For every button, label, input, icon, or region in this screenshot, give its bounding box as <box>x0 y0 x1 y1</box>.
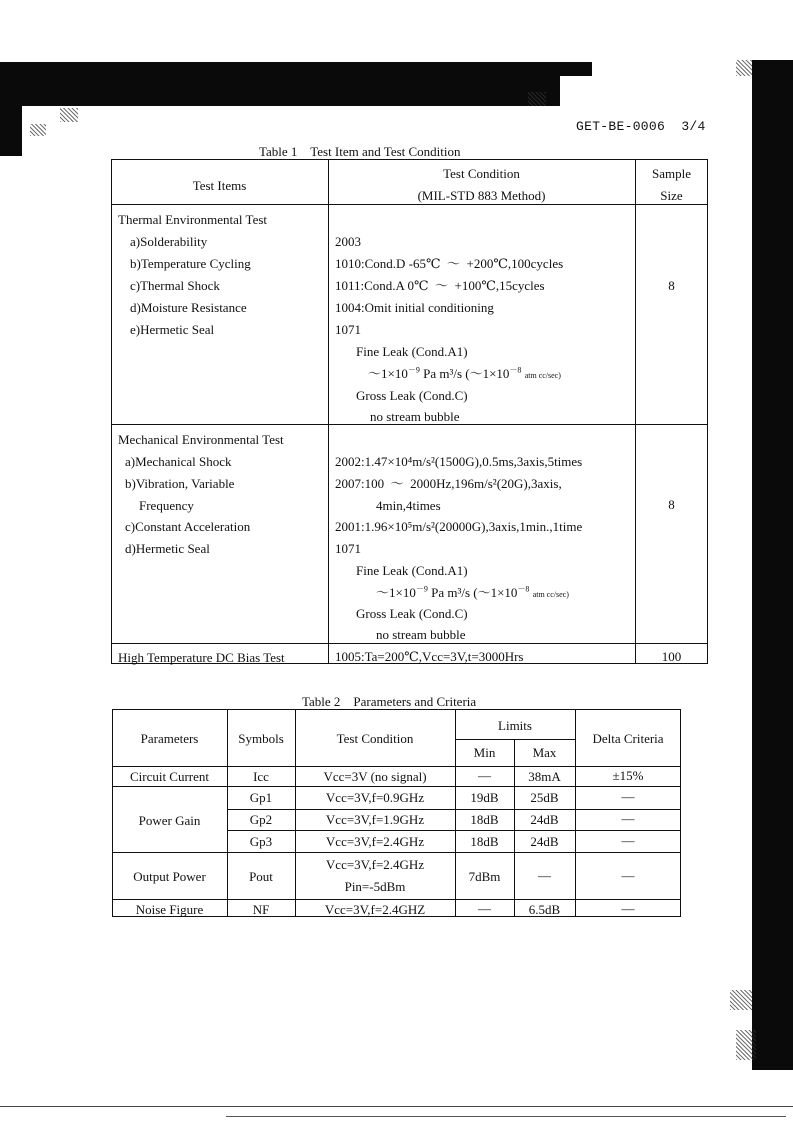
cell-min: 7dBm <box>468 869 501 884</box>
cell-param: Power Gain <box>138 813 201 828</box>
scan-noise <box>736 1030 756 1060</box>
cell-min: 19dB <box>470 790 499 805</box>
header-limits: Limits <box>498 718 532 733</box>
cell-max: 24dB <box>530 834 559 849</box>
mechanical-condition: 2002:1.47×10⁴m/s²(1500G),0.5ms,3axis,5times <box>335 454 583 469</box>
cell-condition-line2: Pin=-5dBm <box>344 879 406 894</box>
cell-param: Output Power <box>133 869 206 884</box>
mechanical-sample-size: 8 <box>668 497 675 512</box>
scan-black-bar-right <box>752 60 793 1070</box>
header-test-method: (MIL-STD 883 Method) <box>417 188 546 203</box>
scan-noise <box>60 108 78 122</box>
scan-black-bar-left <box>0 106 22 156</box>
table1-caption: Table 1 Test Item and Test Condition <box>259 144 461 159</box>
mechanical-item: c)Constant Acceleration <box>125 519 251 534</box>
scan-bottom-line <box>0 1106 793 1107</box>
mechanical-condition: 2007:100 ～ 2000Hz,196m/s²(20G),3axis, <box>335 476 562 491</box>
table2-row-divider <box>227 809 681 810</box>
cell-min: ― <box>478 901 491 916</box>
header-min: Min <box>473 745 496 760</box>
thermal-condition: 1010:Cond.D -65℃ ～ +200℃,100cycles <box>335 256 564 271</box>
table2-row-divider <box>112 852 681 853</box>
scan-noise <box>528 92 546 106</box>
mechanical-item: Frequency <box>139 498 194 513</box>
bias-sample-size: 100 <box>661 649 682 664</box>
thermal-condition: 2003 <box>335 234 361 249</box>
mechanical-item: b)Vibration, Variable <box>125 476 235 491</box>
cell-symbol: Gp2 <box>249 812 273 827</box>
table1-row-divider <box>111 204 708 205</box>
thermal-item: e)Hermetic Seal <box>130 322 215 337</box>
scan-noise <box>730 990 752 1010</box>
header-parameters: Parameters <box>140 731 199 746</box>
cell-delta: ― <box>621 789 635 804</box>
header-size: Size <box>660 188 683 203</box>
mechanical-condition: 4min,4times <box>376 498 441 513</box>
table1-col-divider <box>635 159 636 664</box>
table2-caption: Table 2 Parameters and Criteria <box>302 694 477 709</box>
mechanical-title: Mechanical Environmental Test <box>118 432 284 447</box>
thermal-condition: 1004:Omit initial conditioning <box>335 300 494 315</box>
table2-row-divider <box>455 739 575 740</box>
cell-symbol: Pout <box>249 869 273 884</box>
cell-delta: ― <box>621 833 635 848</box>
header-symbols: Symbols <box>238 731 284 746</box>
cell-max: ― <box>538 868 551 883</box>
mechanical-item: d)Hermetic Seal <box>125 541 210 556</box>
scan-noise <box>736 60 752 76</box>
mechanical-condition: 1071 <box>335 541 361 556</box>
cell-symbol: Gp3 <box>249 834 273 849</box>
thermal-sample-size: 8 <box>668 278 675 293</box>
thermal-gross-leak-value: no stream bubble <box>370 409 460 424</box>
cell-delta: ― <box>621 901 635 916</box>
cell-min: 18dB <box>470 812 499 827</box>
cell-delta: ― <box>621 811 635 826</box>
thermal-item: c)Thermal Shock <box>130 278 220 293</box>
cell-symbol: NF <box>252 902 270 917</box>
table2-row-divider <box>112 786 681 787</box>
header-delta-criteria: Delta Criteria <box>592 731 664 746</box>
table2-row-divider <box>227 830 681 831</box>
cell-condition: Vcc=3V,f=2.4GHz <box>325 857 425 872</box>
mechanical-gross-leak-value: no stream bubble <box>376 627 466 642</box>
header-test-items: Test Items <box>192 178 247 193</box>
thermal-fine-leak: Fine Leak (Cond.A1) <box>356 344 468 359</box>
cell-delta: ±15% <box>612 768 644 783</box>
cell-condition: Vcc=3V,f=2.4GHz <box>325 834 425 849</box>
scan-bottom-line <box>226 1116 786 1117</box>
mechanical-condition: 2001:1.96×10⁵m/s²(20000G),3axis,1min.,1time <box>335 519 583 534</box>
document-id: GET-BE-0006 3/4 <box>576 119 706 134</box>
cell-param: Circuit Current <box>129 769 210 784</box>
cell-max: 38mA <box>528 769 561 784</box>
thermal-gross-leak: Gross Leak (Cond.C) <box>356 388 468 403</box>
mechanical-fine-leak-value: $\sim 1\times 10^{-9}$ Pa m³/s ($\sim 1\times 10^{-8}$ atm cc/sec) <box>376 584 569 600</box>
thermal-title: Thermal Environmental Test <box>118 212 268 227</box>
cell-condition: Vcc=3V,f=1.9GHz <box>325 812 425 827</box>
thermal-item: d)Moisture Resistance <box>130 300 247 315</box>
table1-col-divider <box>328 159 329 664</box>
header-test-condition: Test Condition <box>443 166 520 181</box>
cell-max: 6.5dB <box>528 902 561 917</box>
table2-row-divider <box>112 766 681 767</box>
cell-delta: ― <box>621 868 635 883</box>
cell-min: ― <box>478 768 491 783</box>
thermal-item: a)Solderability <box>130 234 208 249</box>
table1-row-divider <box>111 643 708 644</box>
scan-black-bar-top <box>0 62 592 76</box>
mechanical-fine-leak: Fine Leak (Cond.A1) <box>356 563 468 578</box>
cell-condition: Vcc=3V (no signal) <box>323 769 427 784</box>
header-max: Max <box>532 745 557 760</box>
bias-test-item: High Temperature DC Bias Test <box>118 650 285 665</box>
mechanical-gross-leak: Gross Leak (Cond.C) <box>356 606 468 621</box>
header-sample: Sample <box>652 166 691 181</box>
cell-max: 24dB <box>530 812 559 827</box>
scan-noise <box>30 124 46 136</box>
cell-param: Noise Figure <box>135 902 204 917</box>
scan-black-bar <box>0 76 560 106</box>
table2-row-divider <box>112 899 681 900</box>
thermal-condition: 1011:Cond.A 0℃ ～ +100℃,15cycles <box>335 278 545 293</box>
cell-min: 18dB <box>470 834 499 849</box>
header-test-condition-2: Test Condition <box>336 731 414 746</box>
cell-symbol: Gp1 <box>249 790 273 805</box>
mechanical-item: a)Mechanical Shock <box>125 454 232 469</box>
thermal-fine-leak-value: $\sim 1\times 10^{-9}$ Pa m³/s ($\sim 1\times 10^{-8}$ atm cc/sec) <box>368 365 561 381</box>
thermal-condition: 1071 <box>335 322 361 337</box>
cell-max: 25dB <box>530 790 559 805</box>
cell-condition: Vcc=3V,f=2.4GHZ <box>324 902 426 917</box>
cell-symbol: Icc <box>253 769 269 784</box>
bias-test-condition: 1005:Ta=200℃,Vcc=3V,t=3000Hrs <box>335 649 524 664</box>
thermal-item: b)Temperature Cycling <box>130 256 251 271</box>
cell-condition: Vcc=3V,f=0.9GHz <box>325 790 425 805</box>
